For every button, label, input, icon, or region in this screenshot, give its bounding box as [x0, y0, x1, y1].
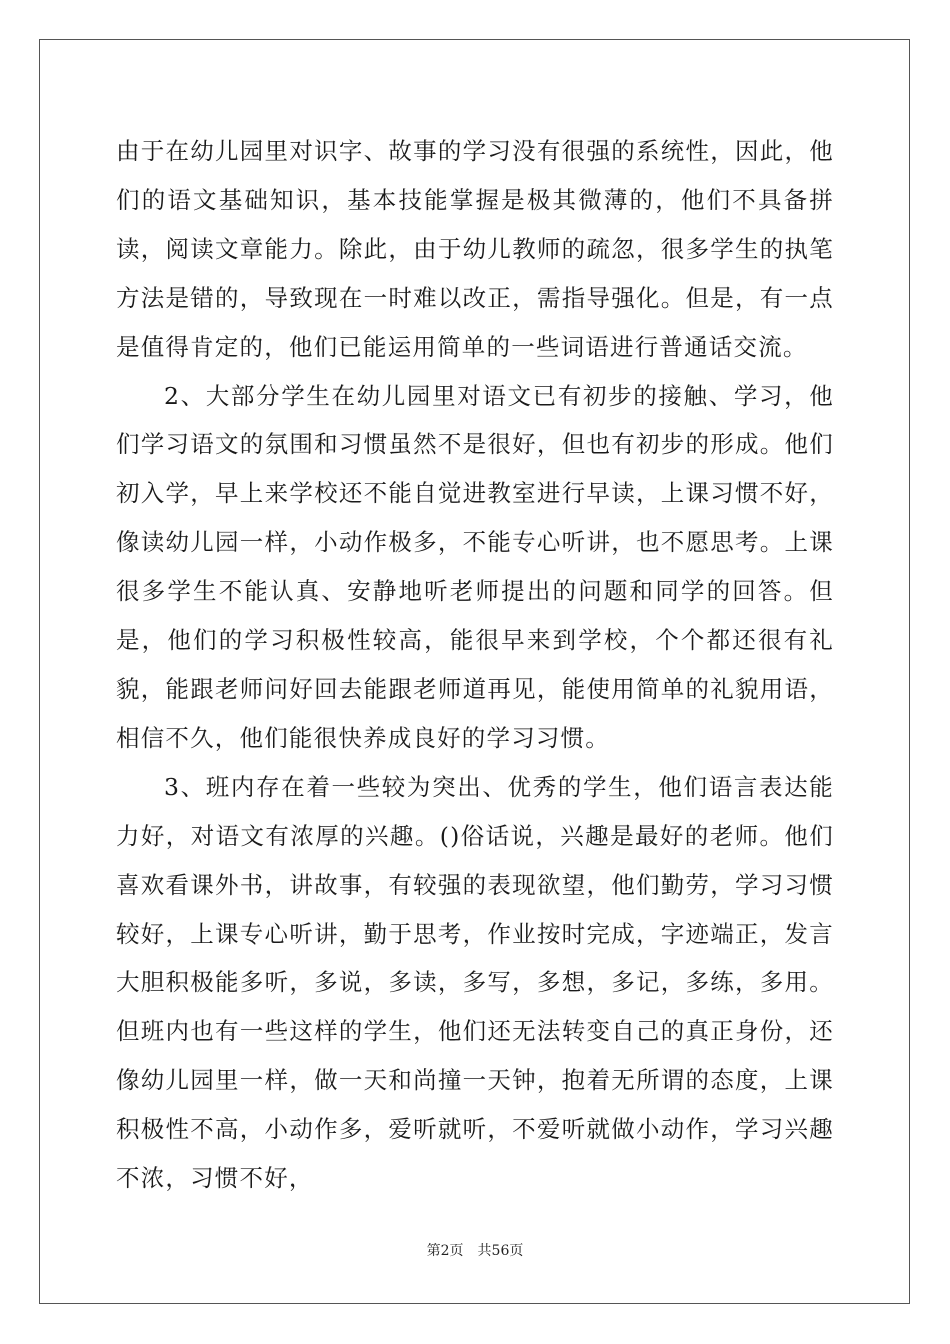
text-line: 上课专心听讲，勤于思考，作业按时完成，字迹端正，发言大胆积极 — [116, 919, 834, 997]
text-line: 快养成良好的学习习惯。 — [338, 723, 611, 752]
text-line: 动作多，爱听就听，不爱听就做小动作，学习兴趣不浓，习惯不好， — [116, 1115, 834, 1193]
text-line: 2、大部分学生在幼儿园里对语文已有初步的接触、学习，他们 — [116, 381, 834, 459]
document-body — [116, 127, 834, 1203]
text-line: 习积极性较高，能很早来到学校，个个都还很有礼貌，能跟老师问好 — [116, 626, 835, 703]
text-line: 的，导致现在一时难以改正，需指导强化。但是，有一点是值得肯定 — [116, 283, 834, 361]
paragraph-2 — [116, 372, 834, 763]
page-footer — [0, 1240, 950, 1260]
text-line: 学，早上来学校还不能自觉进教室进行早读，上课习惯不好，像读幼 — [116, 479, 834, 557]
text-line: 读文章能力。除此，由于幼儿教师的疏忽，很多学生的执笔方法是错 — [116, 234, 834, 312]
text-line: 一些这样的学生，他们还无法转变自己的真正身份，还像幼儿园里一 — [116, 1017, 834, 1095]
page-number: 第2页 — [426, 1243, 464, 1259]
text-line: 3、班内存在着一些较为突出、优秀的学生，他们语言表达能力 — [116, 772, 834, 850]
text-line: 的，他们已能运用简单的一些词语进行普通话交流。 — [239, 332, 808, 361]
paragraph-3 — [116, 763, 834, 1203]
text-line: 看课外书，讲故事，有较强的表现欲望，他们勤劳，学习习惯较好， — [116, 870, 834, 948]
text-line: 学习语文的氛围和习惯虽然不是很好，但也有初步的形成。他们初入 — [116, 430, 834, 508]
paragraph-1 — [116, 127, 834, 372]
text-line: 能多听，多说，多读，多写，多想，多记，多练，多用。但班内也有 — [116, 968, 834, 1046]
text-line: 不能认真、安静地听老师提出的问题和同学的回答。但是，他们的学 — [116, 577, 834, 655]
text-line: 的语文基础知识，基本技能掌握是极其微薄的，他们不具备拼读，阅 — [116, 185, 834, 263]
text-line: 样，做一天和尚撞一天钟，抱着无所谓的态度，上课积极性不高，小 — [116, 1066, 834, 1144]
page-total: 共56页 — [477, 1243, 524, 1259]
text-line: 儿园一样，小动作极多，不能专心听讲，也不愿思考。上课很多学生 — [116, 528, 834, 606]
text-line: 好，对语文有浓厚的兴趣。()俗话说，兴趣是最好的老师。他们喜欢 — [116, 821, 834, 899]
text-line: 回去能跟老师道再见，能使用简单的礼貌用语，相信不久，他们能很 — [116, 674, 834, 752]
text-line: 由于在幼儿园里对识字、故事的学习没有很强的系统性，因此，他们 — [116, 137, 834, 214]
